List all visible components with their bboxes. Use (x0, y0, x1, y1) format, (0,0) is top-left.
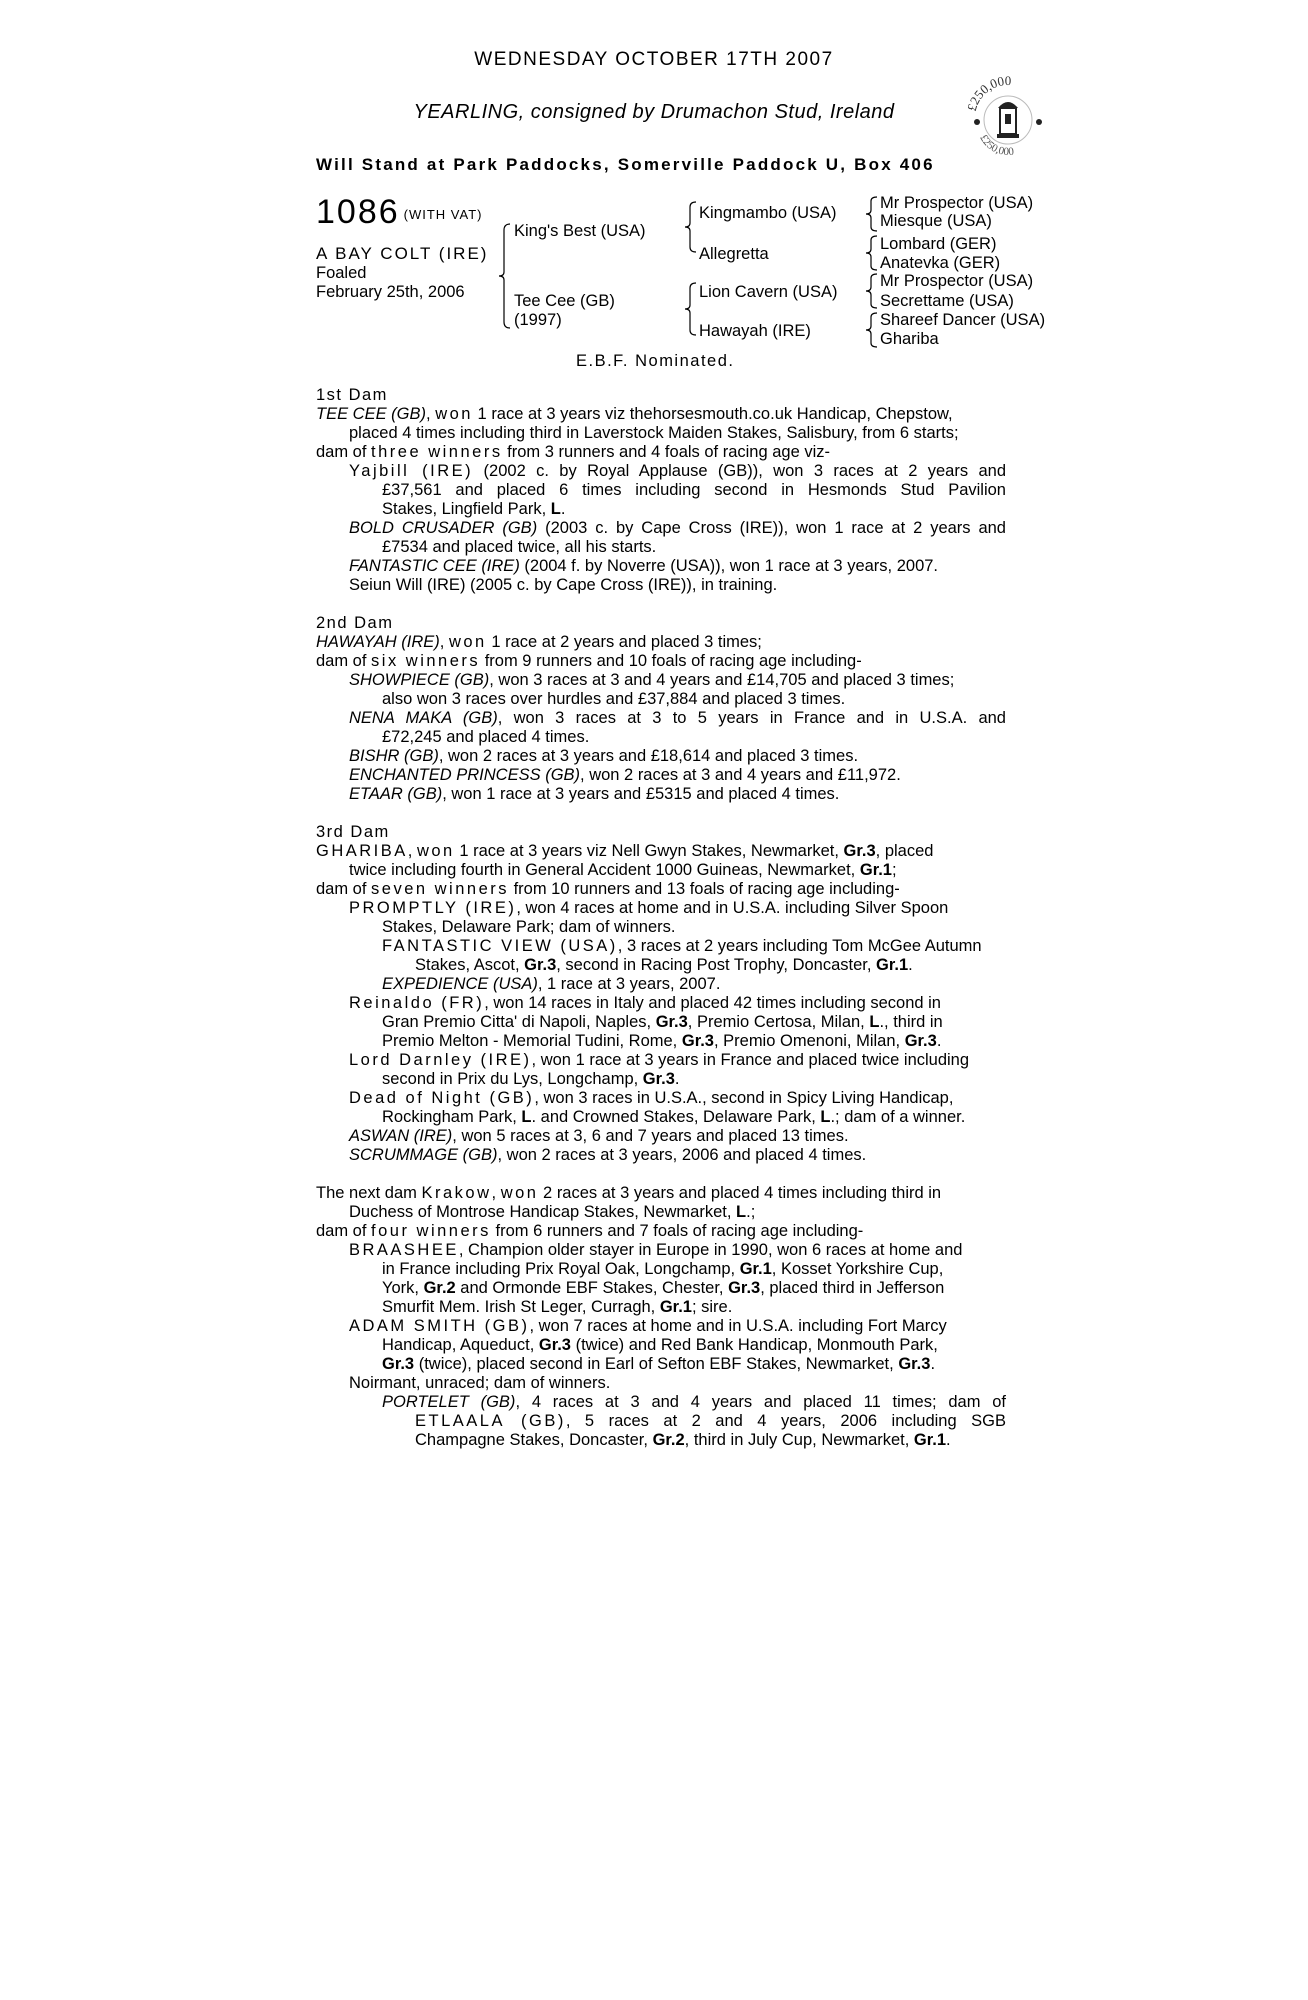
text-line (316, 1013, 1006, 1032)
second-dam-section (316, 614, 1006, 804)
g3-ancestor: Lombard (GER) (880, 235, 997, 253)
text-run: , won 2 races at 3 years, 2006 and placed 4 times. (497, 1146, 867, 1164)
text-line: placed 4 times including third in Laverstock Maiden Stakes, Salisbury, from 6 starts; (349, 424, 959, 442)
text-run: six winners (371, 652, 481, 670)
sire-dam-name: Allegretta (699, 245, 769, 263)
progeny-name: ASWAN (IRE) (349, 1127, 453, 1145)
progeny-name: FANTASTIC CEE (IRE) (349, 557, 520, 575)
text-line (316, 443, 1006, 462)
text-line (316, 785, 1006, 804)
text-line (316, 1298, 1006, 1317)
text-run: Stakes, Lingfield Park, (382, 500, 551, 518)
race-grade: Gr.3 (642, 1070, 675, 1088)
text-run: won (448, 633, 487, 651)
dam-name: GHARIBA (316, 842, 408, 860)
dam-sire-name: Lion Cavern (USA) (699, 283, 838, 301)
pedigree-bracket (864, 234, 880, 272)
text-line: £7534 and placed twice, all his starts. (382, 538, 657, 556)
dam-year: (1997) (514, 311, 562, 329)
text-run: , won 2 races at 3 and 4 years and £11,972. (580, 766, 901, 784)
text-run: (2002 c. by Royal Applause (GB)), won 3 races at 2 years and (473, 462, 1006, 480)
race-grade: Gr.2 (652, 1431, 685, 1449)
text-run: . and Crowned Stakes, Delaware Park, (531, 1108, 821, 1126)
text-run: second in Prix du Lys, Longchamp, (382, 1070, 643, 1088)
consignor-line: YEARLING, consigned by Drumachon Stud, Ireland (413, 101, 895, 123)
text-line (316, 861, 1006, 880)
text-run: twice including fourth in General Accident 1000 Guineas, Newmarket, (349, 861, 860, 879)
first-dam-section (316, 386, 1006, 595)
text-line (316, 1336, 1006, 1355)
dam-name: HAWAYAH (IRE) (316, 633, 440, 651)
text-line (316, 937, 1006, 956)
text-run: , 3 races at 2 years including Tom McGee Autumn (617, 937, 982, 955)
progeny-name: SHOWPIECE (GB) (349, 671, 490, 689)
race-grade: Gr.3 (524, 956, 557, 974)
text-run: . (560, 500, 566, 518)
g3-ancestor: Secrettame (USA) (880, 292, 1014, 310)
race-grade: Gr.1 (859, 861, 892, 879)
text-run: , won 3 races at 3 to 5 years in France and in U.S.A. and (497, 709, 1006, 727)
text-run: 1 race at 3 years viz Nell Gwyn Stakes, Newmarket, (454, 842, 844, 860)
foaled-date: February 25th, 2006 (316, 283, 465, 301)
progeny-name: Lord Darnley (IRE) (349, 1051, 532, 1069)
progeny-name: BOLD CRUSADER (GB) (349, 519, 538, 537)
text-run: and Ormonde EBF Stakes, Chester, (455, 1279, 729, 1297)
progeny-name: Yajbill (IRE) (349, 462, 474, 480)
seal-price-top: £250,000 (963, 72, 1012, 113)
text-run: . (908, 956, 913, 974)
text-run: 2 races at 3 years and placed 4 times including third in (538, 1184, 942, 1202)
race-grade: Gr.1 (659, 1298, 692, 1316)
pedigree-bracket (682, 200, 700, 254)
seal-price-bottom: £250,000 (977, 132, 1015, 159)
text-line (316, 1070, 1006, 1089)
text-line (316, 1032, 1006, 1051)
text-line: Noirmant, unraced; dam of winners. (349, 1374, 611, 1392)
text-run: . (674, 1070, 680, 1088)
text-run: . (936, 1032, 942, 1050)
text-run: won (416, 842, 455, 860)
text-line (316, 956, 1006, 975)
progeny-name: ENCHANTED PRINCESS (GB) (349, 766, 581, 784)
section-heading: 2nd Dam (316, 614, 394, 632)
text-line: also won 3 races over hurdles and £37,884 and placed 3 times. (382, 690, 846, 708)
text-run: from 10 runners and 13 foals of racing age including- (509, 880, 900, 898)
progeny-name: Reinaldo (FR) (349, 994, 485, 1012)
text-run: , won 3 races at 3 and 4 years and £14,705 and placed 3 times; (489, 671, 955, 689)
text-line: Stakes, Delaware Park; dam of winners. (382, 918, 676, 936)
g3-ancestor: Miesque (USA) (880, 212, 992, 230)
text-run: 1 race at 2 years and placed 3 times; (486, 633, 762, 651)
text-line (316, 975, 1006, 994)
stand-location: Will Stand at Park Paddocks, Somerville Paddock U, Box 406 (316, 155, 935, 174)
progeny-name: PROMPTLY (IRE) (349, 899, 517, 917)
text-run: , 4 races at 3 and 4 years and placed 11 times; dam of (515, 1393, 1007, 1411)
race-grade: Gr.2 (423, 1279, 456, 1297)
text-run: , placed third in Jefferson (760, 1279, 945, 1297)
text-run: , Kosset Yorkshire Cup, (771, 1260, 944, 1278)
text-run: dam of (316, 443, 372, 461)
text-run: York, (382, 1279, 424, 1297)
text-line (316, 462, 1006, 481)
text-run: , Premio Omenoni, Milan, (713, 1032, 905, 1050)
text-run: in France including Prix Royal Oak, Longchamp, (382, 1260, 740, 1278)
text-line (316, 652, 1006, 671)
text-line (316, 899, 1006, 918)
text-run: Gran Premio Citta' di Napoli, Naples, (382, 1013, 656, 1031)
g3-ancestor: Mr Prospector (USA) (880, 272, 1034, 290)
text-line: £72,245 and placed 4 times. (382, 728, 590, 746)
race-grade: Gr.3 (728, 1279, 761, 1297)
text-line (316, 747, 1006, 766)
race-grade: Gr.3 (382, 1355, 415, 1373)
progeny-name: ETAAR (GB) (349, 785, 443, 803)
progeny-name: ADAM SMITH (GB) (349, 1317, 530, 1335)
text-run: , Premio Certosa, Milan, (687, 1013, 870, 1031)
vat-note: (WITH VAT) (403, 207, 483, 222)
text-line (316, 1279, 1006, 1298)
text-line (316, 1108, 1006, 1127)
text-run: four winners (371, 1222, 491, 1240)
sale-date: WEDNESDAY OCTOBER 17TH 2007 (474, 49, 834, 70)
dam-dam-name: Hawayah (IRE) (699, 322, 811, 340)
text-line: GHARIBA, won 1 race at 3 years viz Nell Gwyn Stakes, Newmarket, Gr.3, placed (316, 842, 934, 860)
text-line (316, 519, 1006, 538)
pedigree-bracket (864, 272, 880, 310)
race-grade: Gr.3 (538, 1336, 571, 1354)
text-run: . (930, 1355, 936, 1373)
text-run: Stakes, Ascot, (415, 956, 525, 974)
text-run: three winners (371, 443, 503, 461)
text-run: , won 1 race at 3 years in France and placed twice including (531, 1051, 970, 1069)
race-grade: Gr.1 (739, 1260, 772, 1278)
text-run: Smurfit Mem. Irish St Leger, Curragh, (382, 1298, 660, 1316)
text-line: TEE CEE (GB), won 1 race at 3 years viz thehorsesmouth.co.uk Handicap, Chepstow, (316, 405, 953, 423)
text-run: Champagne Stakes, Doncaster, (415, 1431, 653, 1449)
progeny-name: SCRUMMAGE (GB) (349, 1146, 498, 1164)
text-run: , Champion older stayer in Europe in 1990, won 6 races at home and (458, 1241, 963, 1259)
text-run: .; (746, 1203, 756, 1221)
text-line (316, 1260, 1006, 1279)
sire-name: King's Best (USA) (514, 222, 646, 240)
race-grade: Gr.3 (904, 1032, 937, 1050)
text-run: . (946, 1431, 951, 1449)
pedigree-bracket (864, 311, 880, 349)
progeny-name: Dead of Night (GB) (349, 1089, 535, 1107)
g3-ancestor: Mr Prospector (USA) (880, 194, 1034, 212)
third-dam-section (316, 823, 1006, 1165)
g3-ancestor: Shareef Dancer (USA) (880, 311, 1046, 329)
text-line (316, 1203, 1006, 1222)
text-line (316, 766, 1006, 785)
fourth-dam-section (316, 1184, 1006, 1450)
text-run: .; dam of a winner. (830, 1108, 966, 1126)
text-line: HAWAYAH (IRE), won 1 race at 2 years and placed 3 times; (316, 633, 762, 651)
text-run: , won 7 races at home and in U.S.A. including Fort Marcy (529, 1317, 947, 1335)
text-run: , third in July Cup, Newmarket, (684, 1431, 914, 1449)
progeny-name: BRAASHEE (349, 1241, 459, 1259)
progeny-name: BISHR (GB) (349, 747, 439, 765)
text-line (316, 1431, 1006, 1450)
text-line (316, 1317, 1006, 1336)
race-grade: Gr.3 (655, 1013, 688, 1031)
text-line: The next dam Krakow, won 2 races at 3 years and placed 4 times including third in (316, 1184, 942, 1202)
g3-ancestor: Ghariba (880, 330, 939, 348)
text-run: , 5 races at 2 and 4 years, 2006 including SGB (565, 1412, 1006, 1430)
text-run: , won 5 races at 3, 6 and 7 years and placed 13 times. (452, 1127, 849, 1145)
text-run: dam of (316, 880, 372, 898)
text-line: Seiun Will (IRE) (2005 c. by Cape Cross (IRE)), in training. (349, 576, 778, 594)
dam-name: TEE CEE (GB) (316, 405, 427, 423)
progeny-name: FANTASTIC VIEW (USA) (382, 937, 618, 955)
pedigree-bracket (682, 281, 700, 337)
text-run: won (435, 405, 473, 423)
text-line (316, 1051, 1006, 1070)
text-run: from 9 runners and 10 foals of racing age including- (480, 652, 862, 670)
text-line (316, 1355, 1006, 1374)
section-heading: 1st Dam (316, 386, 388, 404)
pedigree-bracket (496, 222, 514, 330)
text-line (316, 1222, 1006, 1241)
text-run: (twice), placed second in Earl of Sefton EBF Stakes, Newmarket, (414, 1355, 899, 1373)
text-line (316, 671, 1006, 690)
race-grade: Gr.3 (681, 1032, 714, 1050)
text-run: ; (891, 861, 897, 879)
sire-sire-name: Kingmambo (USA) (699, 204, 837, 222)
text-line (316, 557, 1006, 576)
lot-number (316, 194, 482, 233)
text-run: dam of (316, 652, 372, 670)
g3-ancestor: Anatevka (GER) (880, 254, 1001, 272)
text-line (316, 1412, 1006, 1431)
foaled-label: Foaled (316, 264, 367, 282)
text-run: dam of (316, 1222, 372, 1240)
text-line (316, 1127, 1006, 1146)
pedigree-bracket (864, 195, 880, 233)
text-run: seven winners (371, 880, 510, 898)
race-grade: Gr.1 (913, 1431, 947, 1449)
dam-name: Krakow (421, 1184, 492, 1202)
text-run: , won 4 races at home and in U.S.A. including Silver Spoon (516, 899, 949, 917)
text-run: Premio Melton - Memorial Tudini, Rome, (382, 1032, 682, 1050)
text-run: , 1 race at 3 years, 2007. (537, 975, 721, 993)
lot-description: A BAY COLT (IRE) (316, 244, 489, 263)
text-run: Duchess of Montrose Handicap Stakes, Newmarket, (349, 1203, 737, 1221)
text-run: , won 2 races at 3 years and £18,614 and placed 3 times. (438, 747, 859, 765)
text-line (316, 994, 1006, 1013)
progeny-name: NENA MAKA (GB) (349, 709, 498, 727)
text-line (316, 1146, 1006, 1165)
text-run: (2003 c. by Cape Cross (IRE)), won 1 race at 2 years and (537, 519, 1006, 537)
text-run: 1 race at 3 years viz thehorsesmouth.co.uk Handicap, Chepstow, (472, 405, 953, 423)
text-run: from 6 runners and 7 foals of racing age including- (490, 1222, 864, 1240)
text-run: Handicap, Aqueduct, (382, 1336, 539, 1354)
text-run: , won 14 races in Italy and placed 42 times including second in (484, 994, 941, 1012)
text-run: from 3 runners and 4 foals of racing age viz- (502, 443, 831, 461)
race-grade: L (820, 1108, 831, 1126)
text-run: The next dam (316, 1184, 422, 1202)
text-run: (2004 f. by Noverre (USA)), won 1 race at 3 years, 2007. (519, 557, 939, 575)
text-run: (twice) and Red Bank Handicap, Monmouth Park, (570, 1336, 938, 1354)
race-grade: L (869, 1013, 880, 1031)
dam-name: Tee Cee (GB) (514, 292, 615, 310)
text-line (316, 709, 1006, 728)
text-run: , won 3 races in U.S.A., second in Spicy Living Handicap, (534, 1089, 954, 1107)
text-line (316, 1393, 1006, 1412)
text-line (316, 880, 1006, 899)
lot-number-value: 1086 (316, 193, 400, 231)
progeny-name: PORTELET (GB) (382, 1393, 516, 1411)
race-grade: Gr.3 (843, 842, 876, 860)
tattersalls-seal-icon (963, 70, 1053, 164)
text-run: ; sire. (691, 1298, 733, 1316)
race-grade: L (521, 1108, 532, 1126)
progeny-name: ETLAALA (GB) (415, 1412, 566, 1430)
text-run: , won 1 race at 3 years and £5315 and placed 4 times. (442, 785, 840, 803)
race-grade: L (550, 500, 561, 518)
text-line (316, 1089, 1006, 1108)
text-line (316, 500, 1006, 519)
text-run: ., third in (879, 1013, 943, 1031)
ebf-nomination: E.B.F. Nominated. (576, 352, 735, 370)
text-line: £37,561 and placed 6 times including second in Hesmonds Stud Pavilion (382, 481, 1006, 499)
race-grade: L (736, 1203, 747, 1221)
text-line (316, 1241, 1006, 1260)
text-run: won (500, 1184, 539, 1202)
text-run: , second in Racing Post Trophy, Doncaster, (556, 956, 877, 974)
race-grade: Gr.3 (898, 1355, 931, 1373)
section-heading: 3rd Dam (316, 823, 390, 841)
progeny-name: EXPEDIENCE (USA) (382, 975, 538, 993)
text-run: , placed (875, 842, 934, 860)
race-grade: Gr.1 (876, 956, 909, 974)
text-run: Rockingham Park, (382, 1108, 522, 1126)
